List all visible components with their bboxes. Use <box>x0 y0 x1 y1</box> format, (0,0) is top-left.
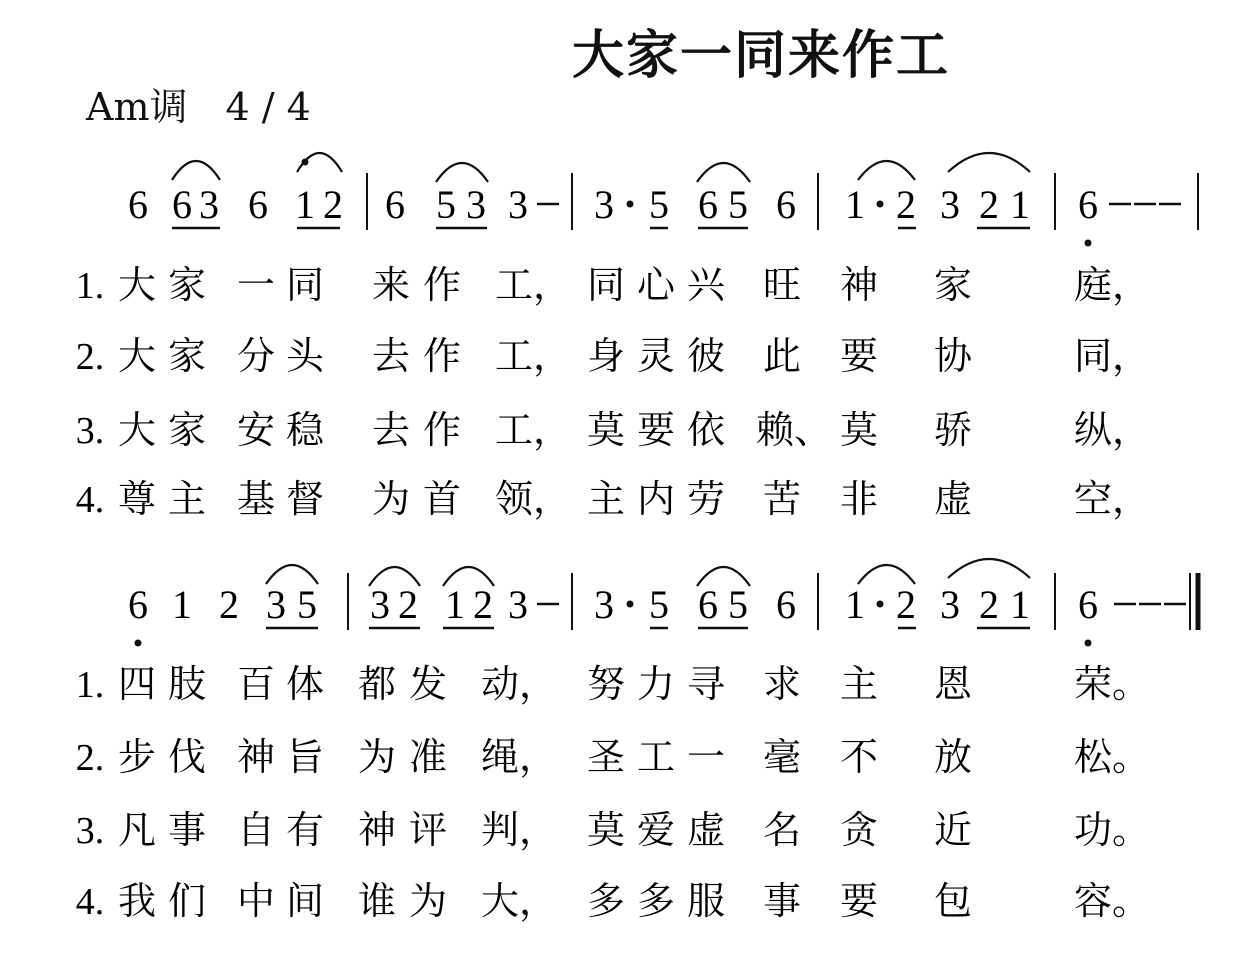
lyric-char: 家 <box>167 334 207 378</box>
lyric-char: 首 <box>422 477 462 521</box>
lyric-char: 容。 <box>1073 879 1151 923</box>
lyric-char: 包 <box>933 879 973 923</box>
slur <box>948 153 1030 172</box>
lyric-char: 名 <box>762 808 802 852</box>
lyric-char: 庭， <box>1073 263 1151 307</box>
note-3: 3 <box>594 182 614 227</box>
lyric-char: 苦 <box>762 477 802 521</box>
note-5: 5 <box>436 182 456 227</box>
slur <box>697 163 750 182</box>
lyric-char: 圣 <box>586 735 626 779</box>
note-3: 3 <box>199 182 219 227</box>
lyric-char: 事 <box>167 808 207 852</box>
lyric-char: 四 <box>117 662 157 706</box>
lyric-char: 劳 <box>686 477 726 521</box>
lyric-char: 分 <box>236 334 276 378</box>
note-2: 2 <box>398 582 418 627</box>
lyric-char: 要 <box>839 879 879 923</box>
note-1: 1 <box>172 582 192 627</box>
note-2: 2 <box>323 182 343 227</box>
slur <box>297 153 342 172</box>
lyric-char: 莫 <box>586 808 626 852</box>
lyric-char: 神 <box>357 808 397 852</box>
augmentation-dot <box>877 201 884 208</box>
lyric-char: 虚 <box>933 477 973 521</box>
note-3: 3 <box>508 182 528 227</box>
lyric-char: 主 <box>167 477 207 521</box>
lyric-char: 寻 <box>686 662 726 706</box>
lyric-char: 百 <box>236 662 276 706</box>
song-title: 大家一同来作工 <box>572 26 951 86</box>
verse-number: 3. <box>75 810 105 852</box>
lyric-char: 莫 <box>839 408 879 452</box>
note-3: 3 <box>508 582 528 627</box>
note-5: 5 <box>649 182 669 227</box>
lyric-char: 作 <box>422 408 462 452</box>
lyric-char: 间 <box>285 879 325 923</box>
lyric-char: 体 <box>285 662 325 706</box>
note-1: 1 <box>445 582 465 627</box>
lyric-char: 同， <box>1073 334 1151 378</box>
lyric-char: 要 <box>839 334 879 378</box>
note-6: 6 <box>1078 582 1098 627</box>
lyric-char: 近 <box>933 808 973 852</box>
lyric-char: 发 <box>408 662 448 706</box>
verse-number: 2. <box>75 737 105 779</box>
lyric-char: 力 <box>636 662 676 706</box>
lyric-char: 贪 <box>839 808 879 852</box>
lyric-char: 神 <box>236 735 276 779</box>
lyric-char: 旺 <box>762 263 802 307</box>
lyric-char: 多 <box>636 879 676 923</box>
lyric-char: 绳， <box>480 735 558 779</box>
lyric-char: 要 <box>636 408 676 452</box>
octave-dot-low <box>135 640 142 647</box>
lyric-char: 身 <box>586 334 626 378</box>
note-2: 2 <box>896 182 916 227</box>
lyric-char: 莫 <box>586 408 626 452</box>
lyric-char: 家 <box>167 408 207 452</box>
verse-number: 4. <box>75 881 105 923</box>
note-6: 6 <box>776 582 796 627</box>
lyric-char: 准 <box>408 735 448 779</box>
lyric-char: 作 <box>422 334 462 378</box>
note-i: 1 <box>295 182 315 227</box>
lyric-char: 督 <box>285 477 325 521</box>
lyric-char: 骄 <box>933 408 973 452</box>
verse-number: 1. <box>75 265 105 307</box>
note-5: 5 <box>649 582 669 627</box>
lyric-char: 毫 <box>762 735 802 779</box>
note-3: 3 <box>266 582 286 627</box>
lyric-char: 我 <box>117 879 157 923</box>
lyric-char: 虚 <box>686 808 726 852</box>
lyric-char: 神 <box>839 263 879 307</box>
lyric-char: 为 <box>371 477 411 521</box>
note-5: 5 <box>297 582 317 627</box>
note-3: 3 <box>940 182 960 227</box>
augmentation-dot <box>627 601 634 608</box>
lyric-char: 评 <box>408 808 448 852</box>
augmentation-dot <box>877 601 884 608</box>
lyric-char: 工， <box>494 408 572 452</box>
lyric-char: 纵， <box>1073 408 1151 452</box>
lyric-char: 爱 <box>636 808 676 852</box>
lyric-char: 功。 <box>1073 808 1151 852</box>
octave-dot-low <box>1085 640 1092 647</box>
lyric-char: 尊 <box>117 477 157 521</box>
note-6: 6 <box>385 182 405 227</box>
lyric-char: 家 <box>167 263 207 307</box>
lyric-char: 有 <box>285 808 325 852</box>
lyric-char: 凡 <box>117 808 157 852</box>
lyric-char: 们 <box>167 879 207 923</box>
lyric-char: 来 <box>371 263 411 307</box>
lyric-char: 同 <box>586 263 626 307</box>
lyric-char: 一 <box>686 735 726 779</box>
verse-number: 3. <box>75 410 105 452</box>
lyric-char: 依 <box>686 408 726 452</box>
note-3: 3 <box>370 582 390 627</box>
lyric-char: 工 <box>636 735 676 779</box>
lyric-char: 家 <box>933 263 973 307</box>
lyric-char: 服 <box>686 879 726 923</box>
lyric-char: 荣。 <box>1073 662 1151 706</box>
lyric-char: 大 <box>117 408 157 452</box>
lyric-char: 为 <box>408 879 448 923</box>
note-2: 2 <box>979 182 999 227</box>
lyric-char: 心 <box>636 263 676 307</box>
lyric-char: 大 <box>117 263 157 307</box>
lyric-char: 非 <box>839 477 879 521</box>
lyric-char: 自 <box>236 808 276 852</box>
lyric-char: 放 <box>933 735 973 779</box>
note-6: 6 <box>776 182 796 227</box>
slur <box>436 163 488 182</box>
lyric-char: 同 <box>285 263 325 307</box>
note-6: 6 <box>698 182 718 227</box>
lyric-char: 稳 <box>285 408 325 452</box>
lyric-char: 灵 <box>636 334 676 378</box>
lyric-char: 主 <box>839 662 879 706</box>
note-3: 3 <box>594 582 614 627</box>
lyric-char: 空， <box>1073 477 1151 521</box>
lyric-char: 中 <box>236 879 276 923</box>
note-2: 2 <box>473 582 493 627</box>
lyric-char: 为 <box>357 735 397 779</box>
lyric-char: 恩 <box>933 662 973 706</box>
lyric-char: 多 <box>586 879 626 923</box>
lyric-char: 彼 <box>686 334 726 378</box>
lyric-char: 去 <box>371 408 411 452</box>
lyric-char: 领， <box>494 477 572 521</box>
lyric-char: 不 <box>839 735 879 779</box>
lyric-char: 工， <box>494 263 572 307</box>
lyric-char: 伐 <box>167 735 207 779</box>
lyric-char: 内 <box>636 477 676 521</box>
lyric-char: 大 <box>117 334 157 378</box>
lyric-char: 基 <box>236 477 276 521</box>
verse-number: 4. <box>75 479 105 521</box>
lyric-char: 去 <box>371 334 411 378</box>
lyric-char: 赖、 <box>755 408 833 452</box>
lyric-char: 主 <box>586 477 626 521</box>
note-2: 2 <box>979 582 999 627</box>
lyric-char: 求 <box>762 662 802 706</box>
note-1: 1 <box>845 182 865 227</box>
octave-dot-low <box>1085 240 1092 247</box>
verse-number: 2. <box>75 336 105 378</box>
slur <box>172 161 220 180</box>
verse-number: 1. <box>75 664 105 706</box>
slur <box>858 161 915 180</box>
lyric-char: 此 <box>762 334 802 378</box>
note-6: 6 <box>172 182 192 227</box>
note-6: 6 <box>1078 182 1098 227</box>
note-6: 6 <box>248 182 268 227</box>
lyric-char: 都 <box>357 662 397 706</box>
lyric-char: 大， <box>480 879 558 923</box>
lyric-char: 头 <box>285 334 325 378</box>
lyric-char: 工， <box>494 334 572 378</box>
lyric-char: 协 <box>933 334 973 378</box>
note-1: 1 <box>1010 582 1030 627</box>
note-5: 5 <box>728 582 748 627</box>
lyric-char: 兴 <box>686 263 726 307</box>
key-signature: Am调 4 / 4 <box>86 85 311 129</box>
lyric-char: 松。 <box>1073 735 1151 779</box>
slur <box>948 559 1030 578</box>
note-1: 1 <box>845 582 865 627</box>
augmentation-dot <box>627 201 634 208</box>
note-5: 5 <box>728 182 748 227</box>
note-2: 2 <box>219 582 239 627</box>
note-1: 1 <box>1010 182 1030 227</box>
note-2: 2 <box>896 582 916 627</box>
lyric-char: 动， <box>480 662 558 706</box>
note-3: 3 <box>466 182 486 227</box>
note-6: 6 <box>698 582 718 627</box>
lyric-char: 一 <box>236 263 276 307</box>
lyric-char: 作 <box>422 263 462 307</box>
note-6: 6 <box>128 582 148 627</box>
lyric-char: 旨 <box>285 735 325 779</box>
lyric-char: 谁 <box>357 879 397 923</box>
note-6: 6 <box>128 182 148 227</box>
lyric-char: 努 <box>586 662 626 706</box>
lyric-char: 步 <box>117 735 157 779</box>
lyric-char: 事 <box>762 879 802 923</box>
note-3: 3 <box>940 582 960 627</box>
lyric-char: 安 <box>236 408 276 452</box>
lyric-char: 判， <box>480 808 558 852</box>
lyric-char: 肢 <box>167 662 207 706</box>
